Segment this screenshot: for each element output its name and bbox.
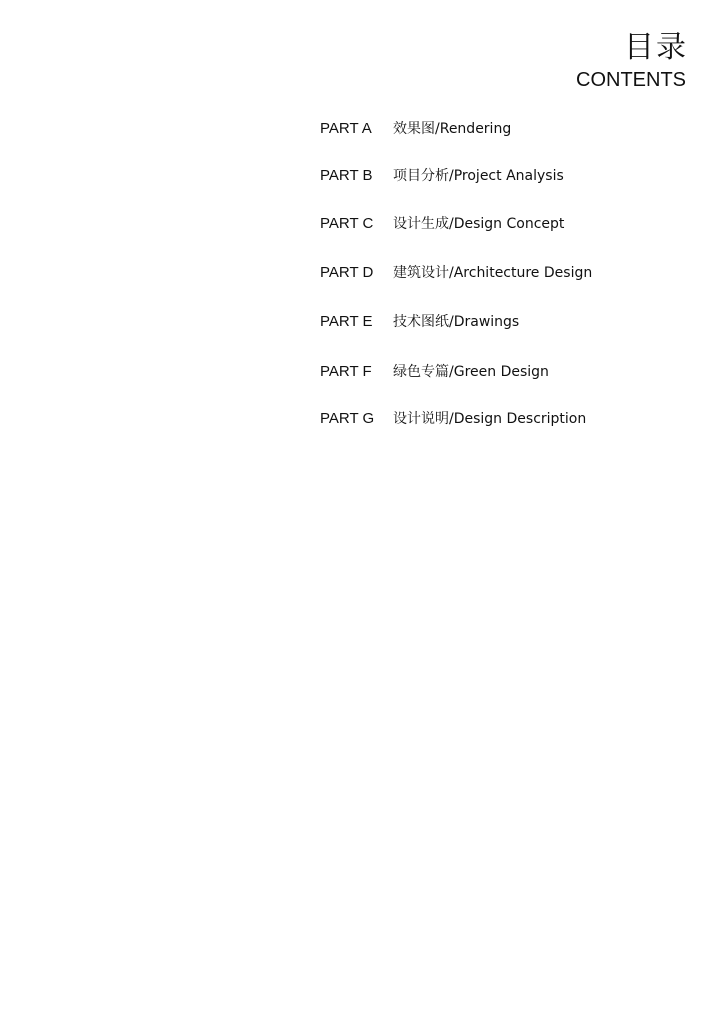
toc-part-label: PART F bbox=[320, 363, 372, 380]
toc-section-title: 设计说明/Design Description bbox=[393, 411, 587, 427]
toc-part-label: PART C bbox=[320, 215, 374, 232]
toc-part-label: PART E bbox=[320, 313, 373, 330]
toc-section-title: 技术图纸/Drawings bbox=[393, 314, 520, 330]
toc-section-title: 设计生成/Design Concept bbox=[393, 216, 565, 232]
toc-part-label: PART A bbox=[320, 120, 372, 137]
toc-part-label: PART B bbox=[320, 167, 373, 184]
page-title-chinese: 目录 bbox=[624, 30, 688, 65]
contents-header bbox=[576, 30, 686, 92]
toc-section-title: 绿色专篇/Green Design bbox=[393, 364, 549, 380]
toc-section-title: 项目分析/Project Analysis bbox=[393, 168, 564, 184]
page-title-english: CONTENTS bbox=[576, 69, 686, 91]
toc-section-title: 建筑设计/Architecture Design bbox=[393, 265, 593, 281]
toc-section-title: 效果图/Rendering bbox=[393, 121, 512, 137]
toc-part-label: PART G bbox=[320, 410, 375, 427]
toc-part-label: PART D bbox=[320, 264, 374, 281]
